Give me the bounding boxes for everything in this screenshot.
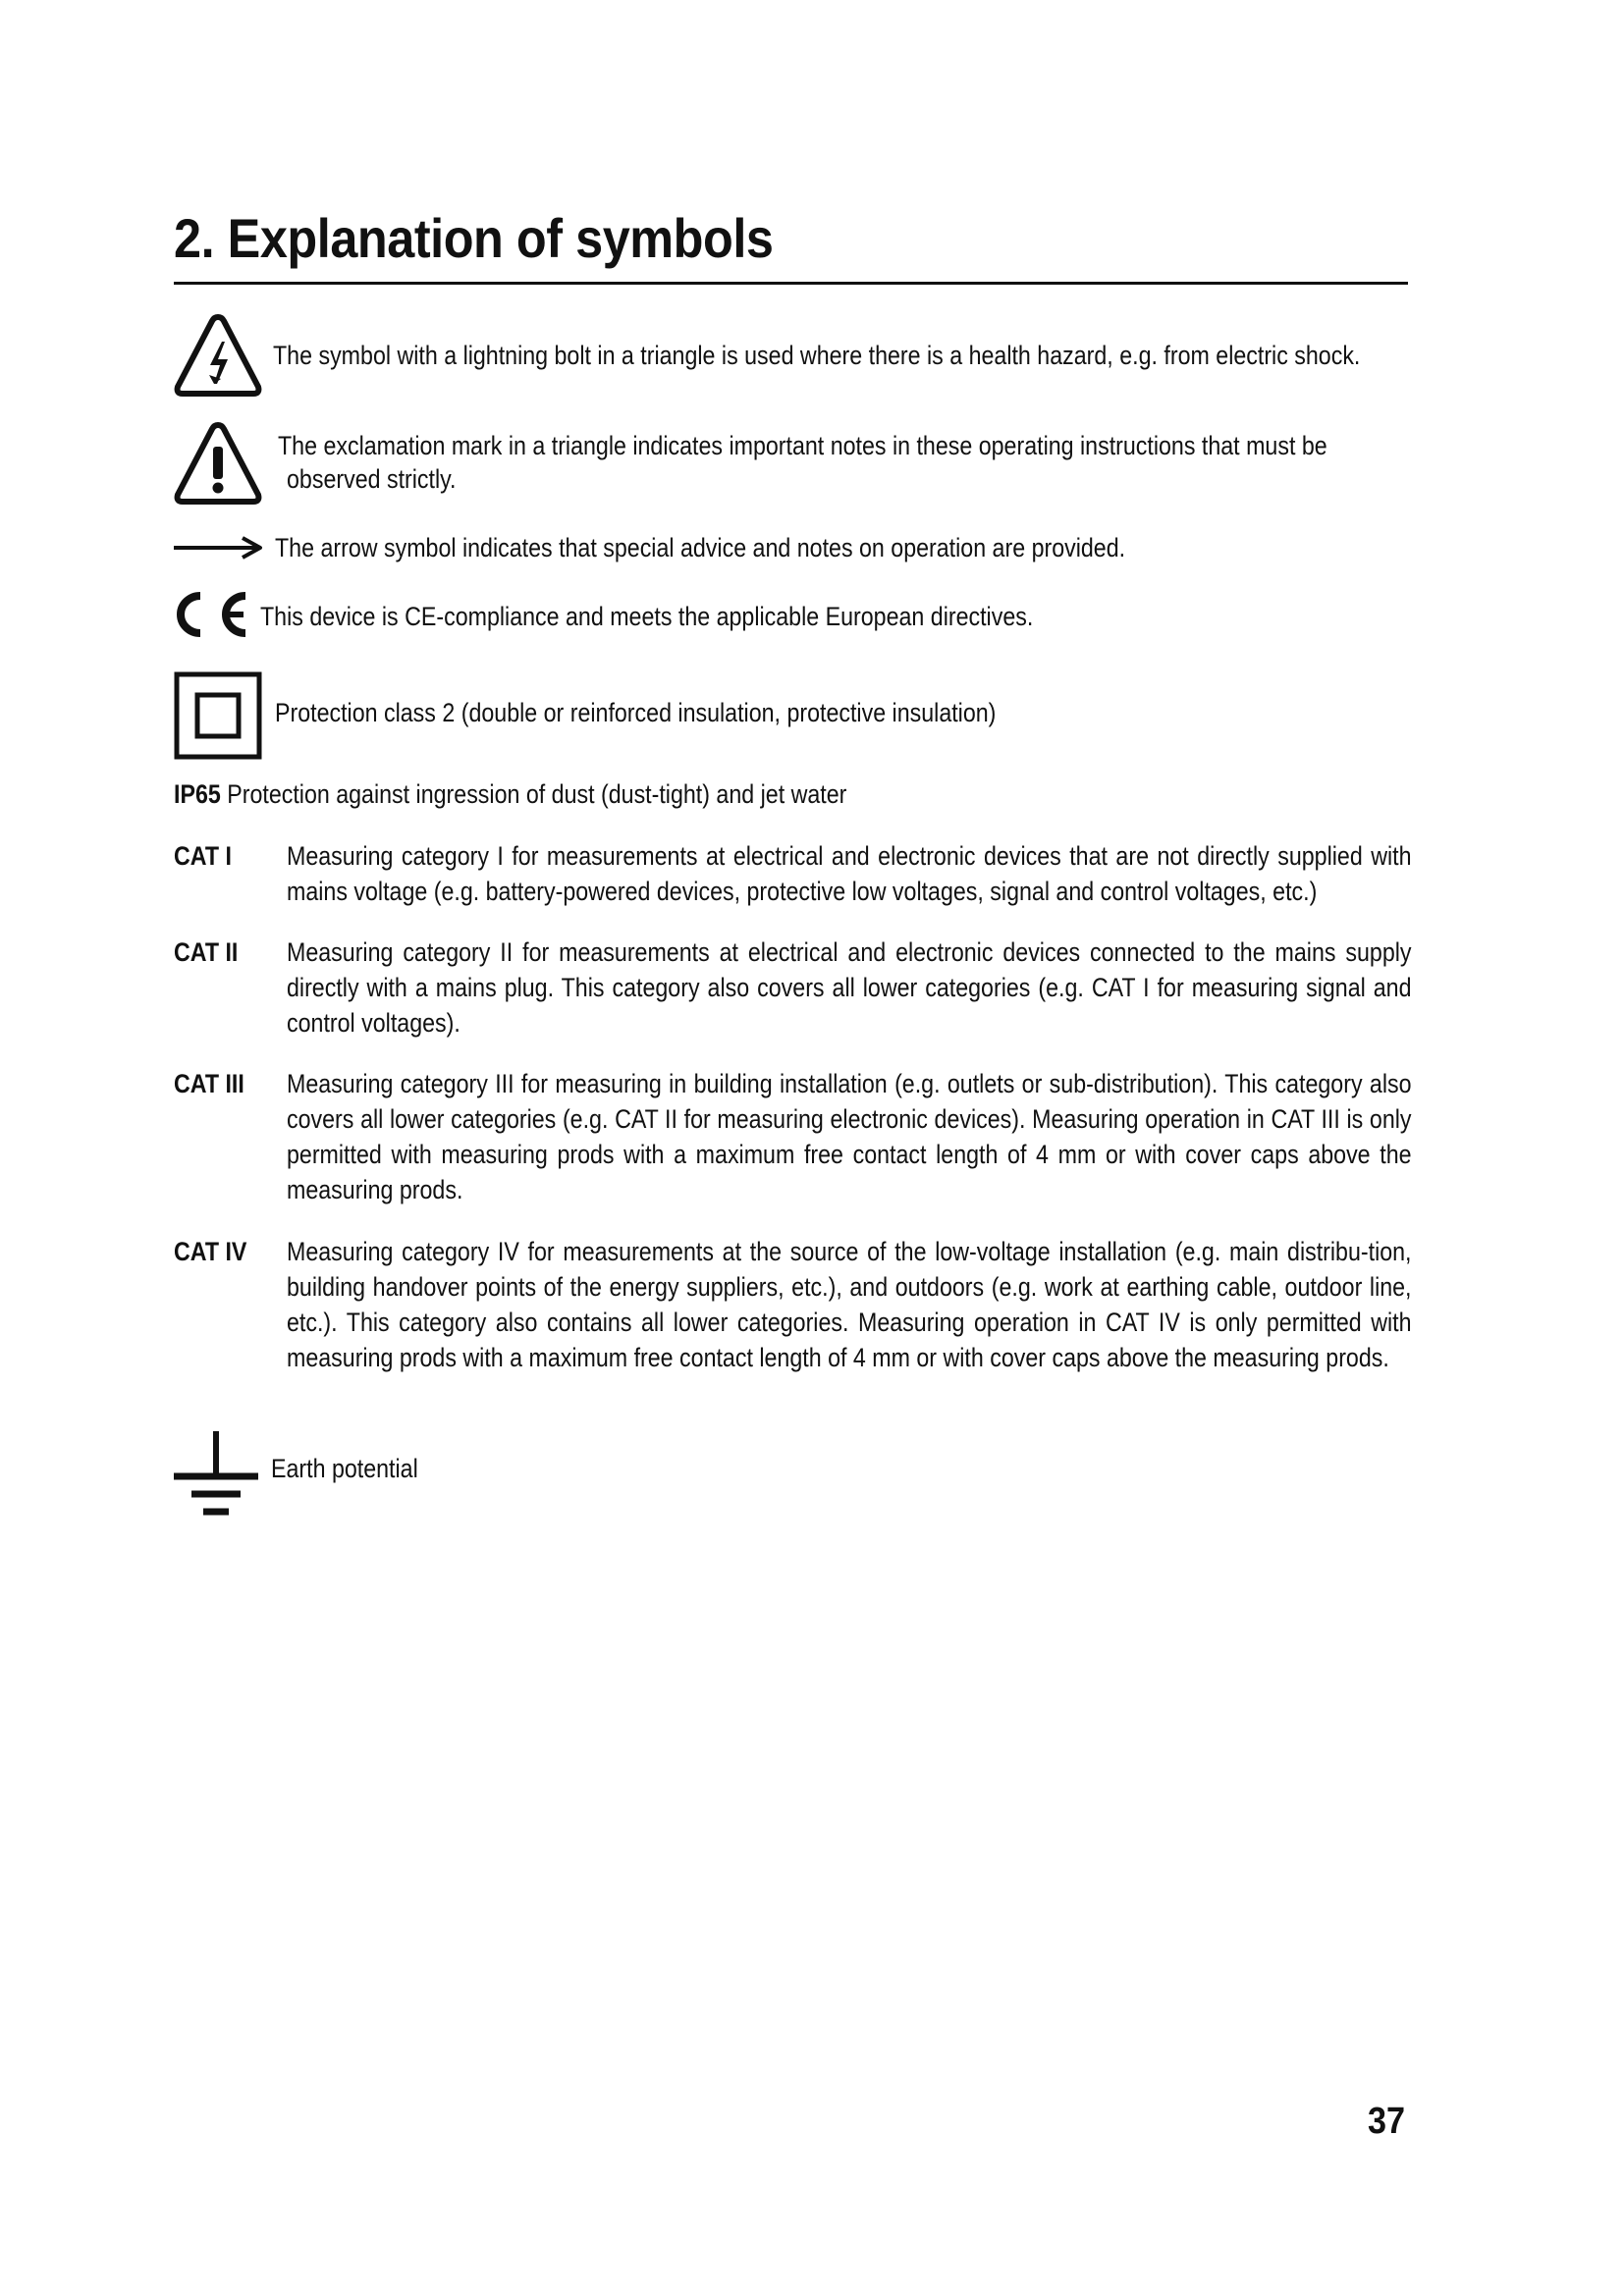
exclamation-warning-icon [172,420,264,507]
cat-description: Measuring category I for measurements at electrical and electronic devices that are not directly supplied with mains voltage (e.g. battery-powered devices, protective low voltages, signal and control voltages, etc.) [287,841,1412,906]
ce-description: This device is CE-compliance and meets the applicable European directives. [260,602,1034,631]
protection-class-2-icon [174,671,262,760]
cat-description: Measuring category II for measurements at electrical and electronic devices connected to the mains supply directly with a mains plug. This category also covers all lower categories (e.g. CAT I for measuring signal and control voltages). [287,937,1412,1038]
lightning-warning-icon [172,312,264,399]
cat-label: CAT IV [174,1237,247,1266]
ip65-label: IP65 [174,779,221,809]
cat-label: CAT II [174,937,239,967]
earth-ground-icon [174,1429,258,1518]
lightning-description: The symbol with a lightning bolt in a triangle is used where there is a health hazard, e.g. from electric shock. [273,341,1361,370]
exclamation-description-line1: The exclamation mark in a triangle indicates important notes in these operating instructions that must be [278,431,1327,460]
page-title: 2. Explanation of symbols [174,207,774,269]
cat-description: Measuring category IV for measurements at the source of the low-voltage installation (e.g. main distribu-tion, building handover points of the energy suppliers, etc.), and outdoors (e.g. work at earthing cable, outdoor line, etc.). This category also contains all lower categories. Measuring operation in CAT IV is only permitted with measuring prods with a maximum free contact length of 4 mm or with cover caps above the measuring prods. [287,1237,1412,1372]
ip65-description: Protection against ingression of dust (dust-tight) and jet water [227,779,847,809]
cat-description: Measuring category III for measuring in building installation (e.g. outlets or sub-distribution). This category also covers all lower categories (e.g. CAT II for measuring electronic devices). Measuring operation in CAT III is only permitted with measuring prods with a maximum free contact length of 4 mm or with cover caps above the measuring prods. [287,1069,1412,1204]
arrow-right-icon [174,534,264,561]
ip65-row [174,776,846,812]
exclamation-description-line2: observed strictly. [287,464,457,494]
protection-class-description: Protection class 2 (double or reinforced insulation, protective insulation) [275,698,997,727]
title-underline [174,282,1408,285]
ce-mark-icon [171,590,253,639]
earth-description: Earth potential [271,1454,418,1483]
cat-label: CAT I [174,841,232,871]
cat-label: CAT III [174,1069,244,1098]
arrow-description: The arrow symbol indicates that special advice and notes on operation are provided. [275,533,1126,562]
page-number: 37 [1368,2101,1406,2142]
